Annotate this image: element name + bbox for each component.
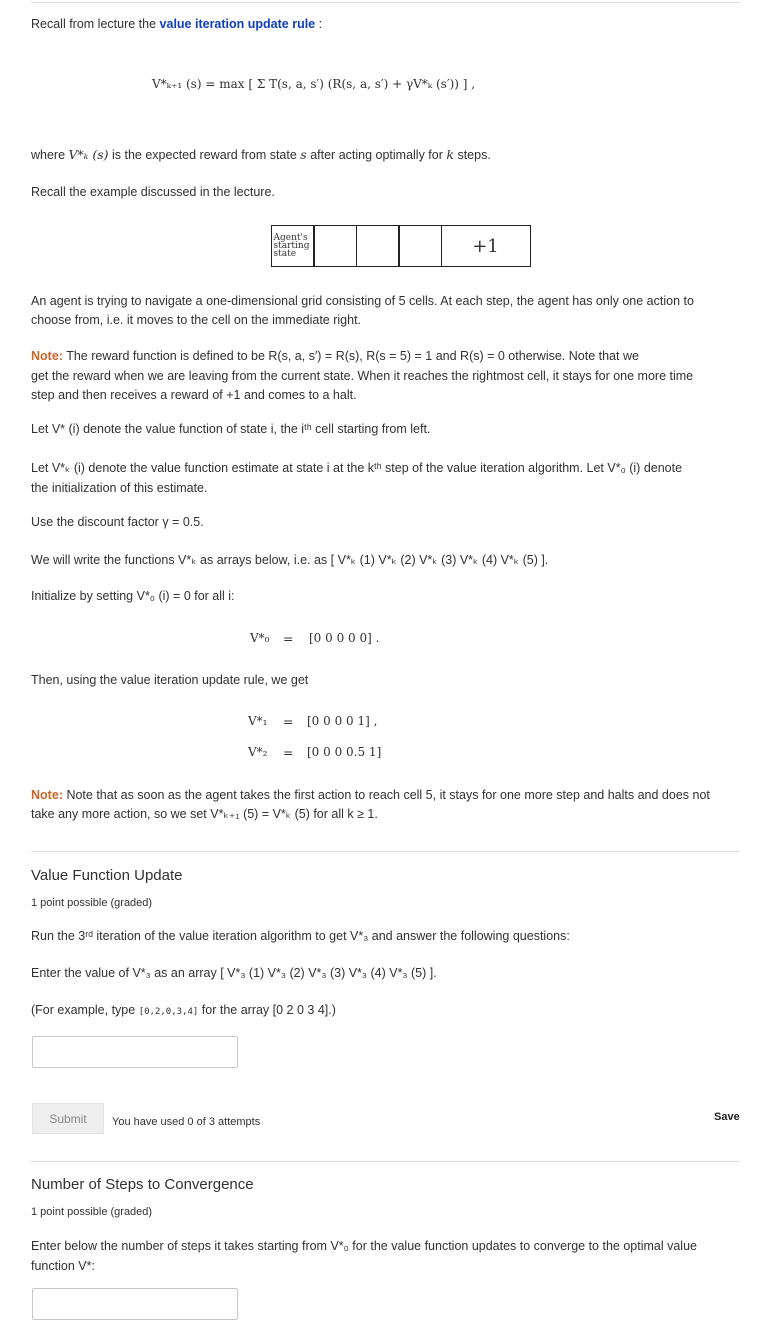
v0-array: [0 0 0 0 0] . [309, 631, 380, 645]
attempts-counter: You have used 0 of 3 attempts [112, 1116, 261, 1128]
q1-title: Value Function Update [31, 867, 183, 884]
grid-cell-3 [356, 225, 400, 267]
where-line: where V*ₖ (s) is the expected reward from state s after acting optimally for k steps. [31, 147, 491, 162]
v2-eq: = [283, 745, 294, 760]
q1-answer-input[interactable] [32, 1036, 238, 1068]
grid-description: An agent is trying to navigate a one-dimensional grid consisting of 5 cells. At each step, the agent has only one action to choose from, i.e. it moves to the cell on the immediate right. [31, 294, 694, 327]
v1-array: [0 0 0 0 1] , [307, 714, 378, 728]
section-divider-2 [31, 1161, 740, 1162]
recall-example: Recall the example discussed in the lecture. [31, 185, 275, 199]
v1-lhs: V*₁ [248, 714, 268, 728]
note-reward: Note: The reward function is defined to be R(s, a, s′) = R(s), R(s = 5) = 1 and R(s) = 0 otherwise. Note that we get the reward when we are leaving from the current state. When it reaches the rightmost cell, it stays for one more time step and then receives a reward of +1 and comes to a halt. [31, 349, 694, 402]
grid-cell-4 [398, 225, 442, 267]
vstar-definition: Let V* (i) denote the value function of state i, the iᵗʰ cell starting from left. [31, 422, 431, 436]
array-notation-line: We will write the functions V*ₖ as arrays below, i.e. as [ V*ₖ (1) V*ₖ (2) V*ₖ (3) V*ₖ (4) V*ₖ (5) ]. [31, 553, 549, 567]
then-line: Then, using the value iteration update rule, we get [31, 673, 309, 687]
grid-world [272, 225, 531, 267]
q2-points: 1 point possible (graded) [31, 1206, 153, 1218]
v0-eq: = [283, 631, 294, 646]
recall-line: Recall from lecture the value iteration update rule : [31, 17, 323, 31]
section-divider-1 [31, 851, 740, 852]
q1-points: 1 point possible (graded) [31, 897, 153, 909]
q2-prompt: Enter below the number of steps it takes starting from V*₀ for the value function updates to converge to the optimal value function V*: [31, 1239, 697, 1273]
q2-answer-input[interactable] [32, 1288, 238, 1320]
v1-eq: = [283, 714, 294, 729]
grid-cell-goal: +1 [441, 225, 531, 267]
grid-cell-2 [313, 225, 357, 267]
note-halt: Note: Note that as soon as the agent takes the first action to reach cell 5, it stays for one more step and halts and does not take any more action, so we set V*ₖ₊₁ (5) = V*ₖ (5) for all k ≥ 1. [31, 788, 710, 821]
v2-lhs: V*₂ [248, 745, 268, 759]
value-iteration-link[interactable]: value iteration update rule [159, 17, 316, 31]
submit-button[interactable]: Submit [32, 1103, 104, 1134]
vk-definition: Let V*ₖ (i) denote the value function estimate at state i at the kᵗʰ step of the value iteration algorithm. Let V*₀ (i) denote the initialization of this estimate. [31, 461, 683, 495]
q1-enter-instruction: Enter the value of V*₃ as an array [ V*₃ (1) V*₃ (2) V*₃ (3) V*₃ (4) V*₃ (5) ]. [31, 966, 437, 980]
q1-prompt: Run the 3ʳᵈ iteration of the value iteration algorithm to get V*₃ and answer the following questions: [31, 929, 570, 943]
q2-title: Number of Steps to Convergence [31, 1176, 254, 1193]
grid-cell-start: Agent's starting state [271, 225, 315, 267]
top-divider [31, 2, 740, 3]
gamma-line: Use the discount factor γ = 0.5. [31, 515, 204, 529]
v0-lhs: V*₀ [250, 631, 270, 645]
init-line: Initialize by setting V*₀ (i) = 0 for all i: [31, 589, 235, 603]
update-formula: V*ₖ₊₁ (s) = max [ Σ T(s, a, s′) (R(s, a, s′) + γV*ₖ (s′)) ] , [152, 77, 476, 91]
save-button[interactable]: Save [714, 1111, 740, 1123]
q1-example: (For example, type [0,2,0,3,4] for the array [0 2 0 3 4].) [31, 1003, 336, 1017]
v2-array: [0 0 0 0.5 1] [307, 745, 382, 759]
